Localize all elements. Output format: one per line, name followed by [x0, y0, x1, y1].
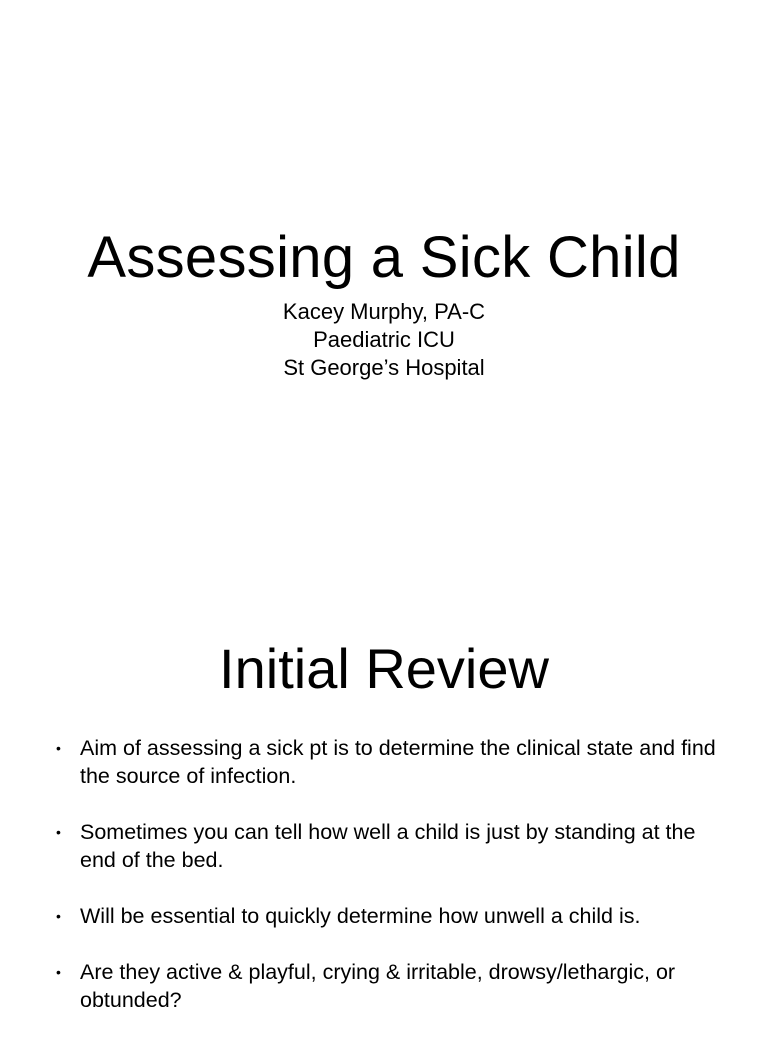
presentation-title: Assessing a Sick Child — [87, 225, 681, 290]
bullet-text: Are they active & playful, crying & irritable, drowsy/lethargic, or obtunded? — [80, 960, 676, 1012]
bullet-item — [54, 734, 724, 790]
bullet-item — [54, 902, 724, 930]
bullet-text: Sometimes you can tell how well a child is just by standing at the end of the bed. — [80, 820, 696, 872]
bullet-list — [54, 734, 724, 1042]
slide-title: Initial Review — [219, 637, 549, 700]
presenter-hospital: St George’s Hospital — [283, 355, 485, 380]
initial-review-slide — [0, 512, 768, 1024]
bullet-icon: • — [56, 740, 61, 756]
presenter-info — [0, 298, 768, 382]
title-slide — [0, 0, 768, 512]
bullet-text: Aim of assessing a sick pt is to determine the clinical state and find the source of infection. — [80, 736, 716, 788]
bullet-item — [54, 818, 724, 874]
bullet-icon: • — [56, 824, 61, 840]
bullet-icon: • — [56, 908, 61, 924]
bullet-text: Will be essential to quickly determine how unwell a child is. — [80, 904, 641, 928]
bullet-item — [54, 958, 724, 1014]
presenter-department: Paediatric ICU — [313, 327, 455, 352]
bullet-icon: • — [56, 964, 61, 980]
presenter-name: Kacey Murphy, PA-C — [282, 299, 486, 324]
